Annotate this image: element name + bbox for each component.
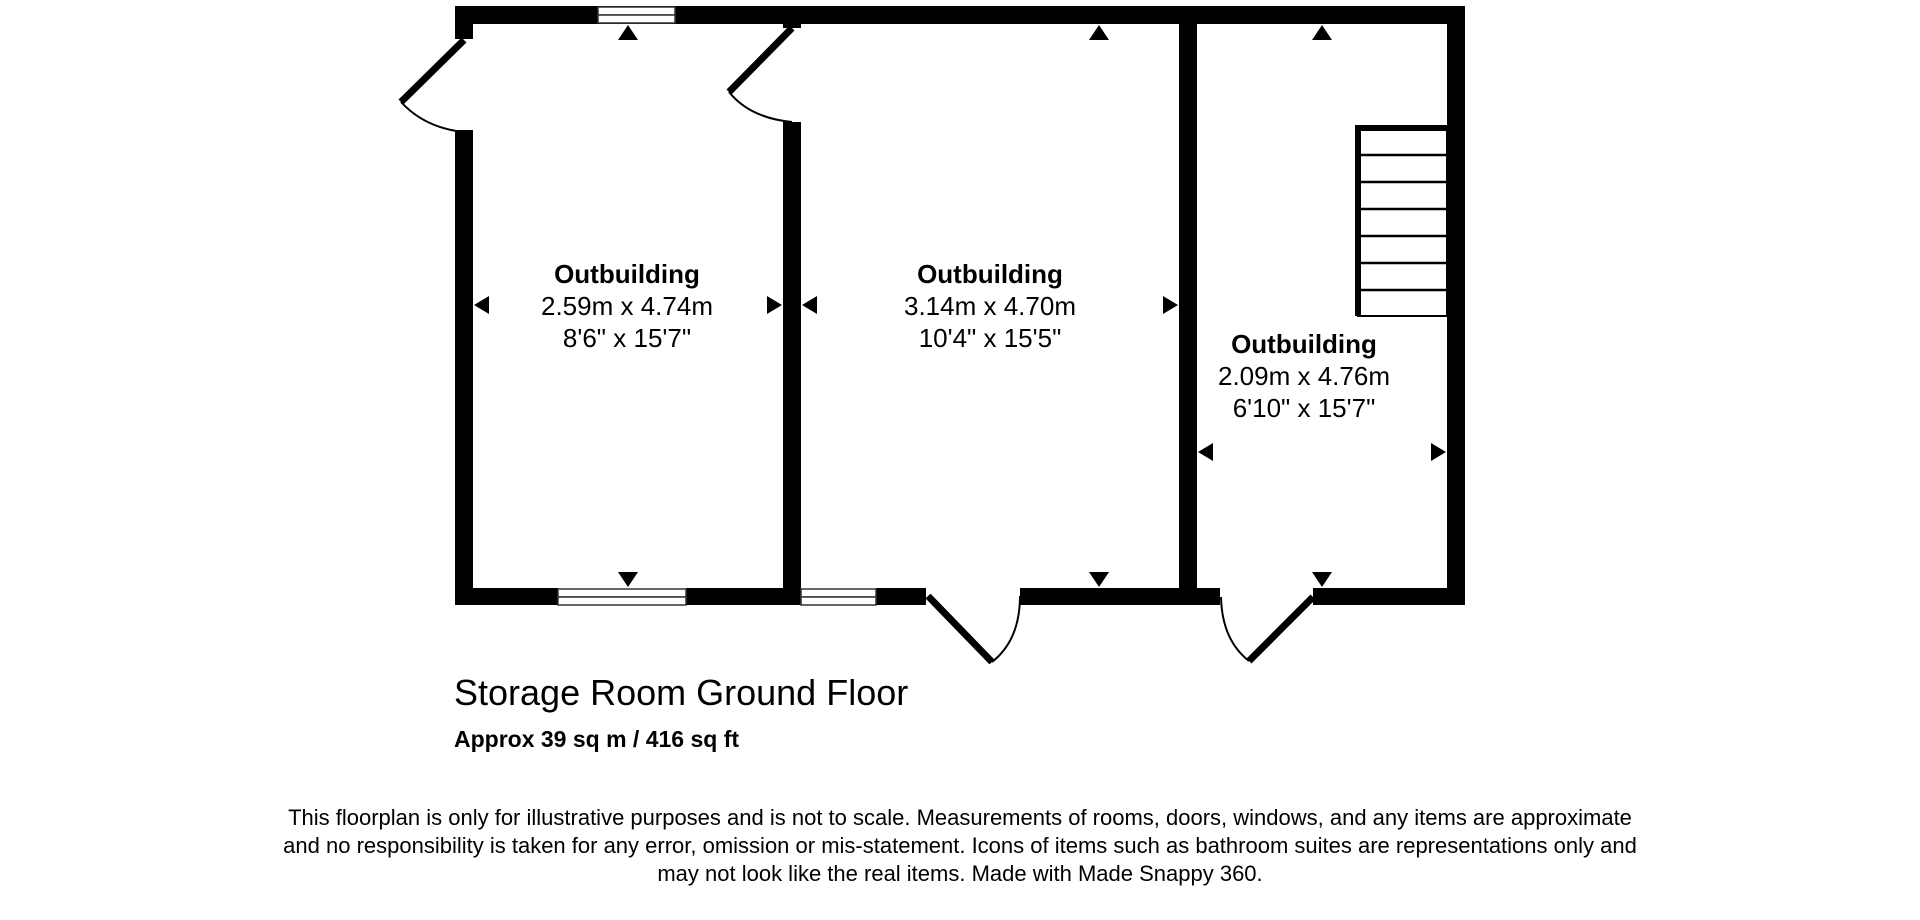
room-dimensions-imperial: 10'4" x 15'5" xyxy=(918,323,1062,353)
door-room2-bottom xyxy=(928,596,1020,662)
window-bottom-room2 xyxy=(801,589,876,605)
disclaimer xyxy=(200,804,1720,888)
door-room3-bottom xyxy=(1221,597,1313,661)
room-dimensions-metric: 3.14m x 4.70m xyxy=(904,291,1076,321)
window-bottom-room1 xyxy=(558,589,686,605)
room-dimensions-metric: 2.09m x 4.76m xyxy=(1218,361,1390,391)
floor-area: Approx 39 sq m / 416 sq ft xyxy=(454,726,740,752)
disclaimer-line-1: This floorplan is only for illustrative purposes and is not to scale. Measurements of rooms, doors, windows, and any items are approximate xyxy=(288,805,1632,830)
stairs xyxy=(1355,125,1447,316)
room-dimensions-imperial: 6'10" x 15'7" xyxy=(1232,393,1376,423)
disclaimer-line-3: may not look like the real items. Made with Made Snappy 360. xyxy=(657,861,1263,886)
floor-title: Storage Room Ground Floor xyxy=(454,672,909,713)
room-dimensions-imperial: 8'6" x 15'7" xyxy=(562,323,692,353)
disclaimer-line-2: and no responsibility is taken for any error, omission or mis-statement. Icons of items such as bathroom suites are representations only and xyxy=(283,833,1637,858)
room-label-outbuilding-3 xyxy=(1204,328,1404,424)
room-name: Outbuilding xyxy=(917,259,1063,289)
room-name: Outbuilding xyxy=(1231,329,1377,359)
door-room2-top xyxy=(729,28,792,122)
room-label-outbuilding-2 xyxy=(890,258,1090,354)
door-room1-left xyxy=(401,40,464,132)
room-label-outbuilding-1 xyxy=(527,258,727,354)
window-top-room1 xyxy=(598,7,675,23)
room-dimensions-metric: 2.59m x 4.74m xyxy=(541,291,713,321)
room-name: Outbuilding xyxy=(554,259,700,289)
